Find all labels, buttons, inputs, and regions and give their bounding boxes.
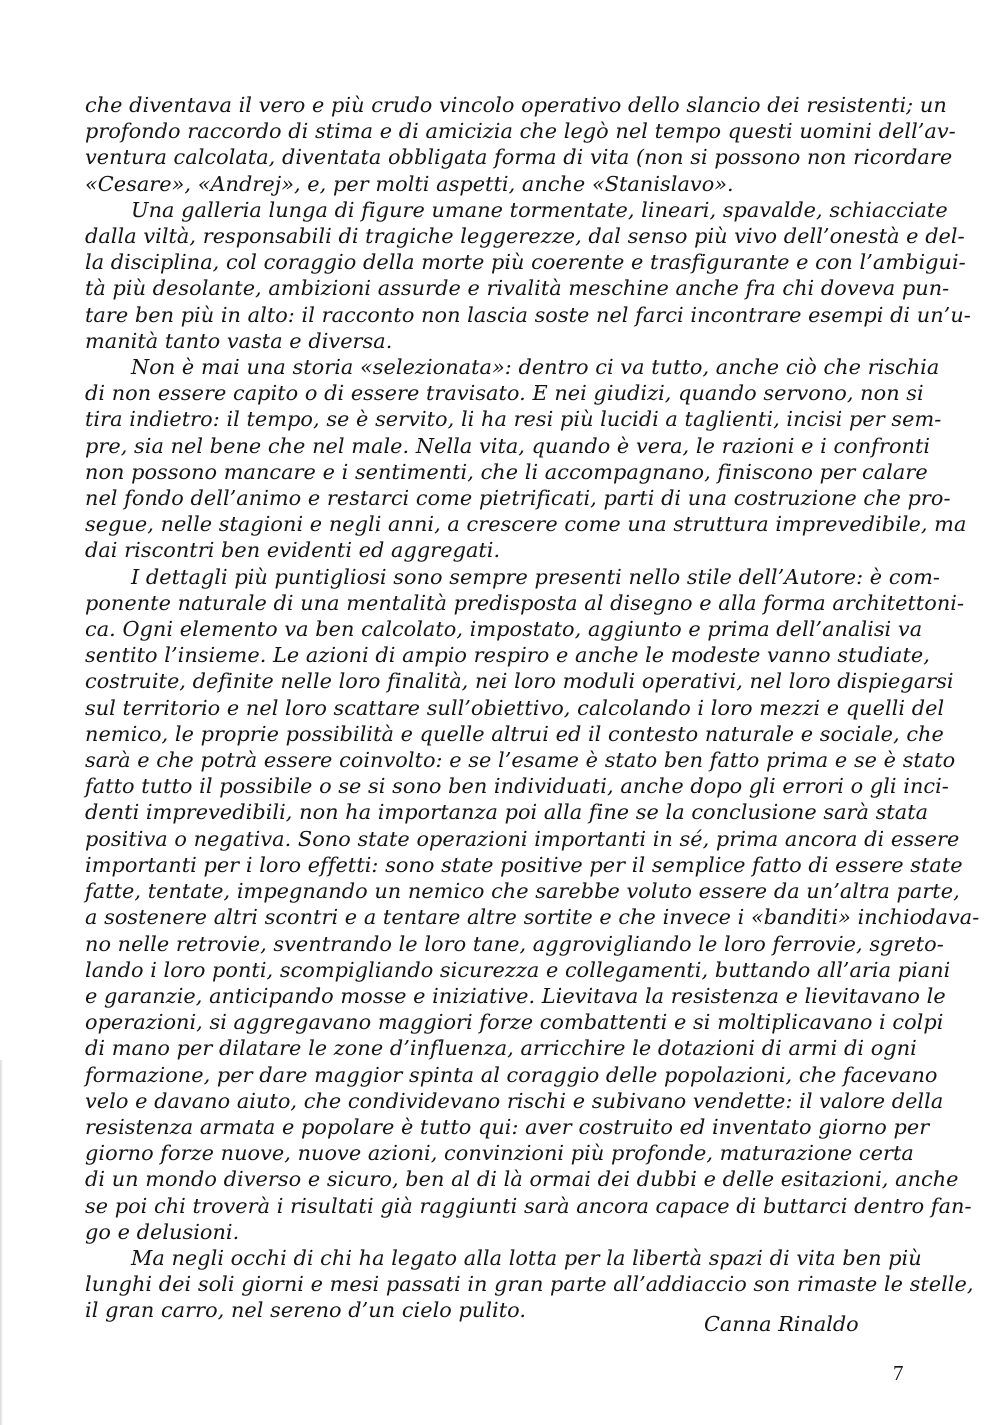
text-line: importanti per i loro effetti: sono state positive per il semplice fatto di essere state xyxy=(85,852,963,877)
text-line: sarà e che potrà essere coinvolto: e se l’esame è stato ben fatto prima e se è stato xyxy=(85,748,956,773)
text-line: il gran carro, nel sereno d’un cielo pulito. xyxy=(85,1298,527,1323)
text-line: Non è mai una storia «selezionata»: dentro ci va tutto, anche ciò che rischia xyxy=(131,355,940,380)
text-line: giorno forze nuove, nuove azioni, convinzioni più profonde, maturazione certa xyxy=(85,1141,914,1166)
text-line: tare ben più in alto: il racconto non lascia soste nel farci incontrare esempi di un’u- xyxy=(85,302,971,327)
scan-edge-shadow xyxy=(0,1060,3,1425)
paragraph xyxy=(85,92,956,197)
text-line: di un mondo diverso e sicuro, ben al di là ormai dei dubbi e delle esitazioni, anche xyxy=(85,1167,959,1192)
text-line: la disciplina, col coraggio della morte più coerente e trasfigurante e con l’ambigui- xyxy=(85,250,966,275)
text-line: «Cesare», «Andrej», e, per molti aspetti, anche «Stanislavo». xyxy=(85,171,734,196)
text-line: tà più desolante, ambizioni assurde e rivalità meschine anche fra chi doveva pun- xyxy=(85,276,950,301)
text-line: nemico, le proprie possibilità e quelle altrui ed il contesto naturale e sociale, che xyxy=(85,721,944,746)
text-line: dai riscontri ben evidenti ed aggregati. xyxy=(85,538,501,563)
page-number: 7 xyxy=(893,1361,904,1385)
text-line: nel fondo dell’animo e restarci come pietrificati, parti di una costruzione che pro- xyxy=(85,486,951,511)
paragraph xyxy=(85,354,967,564)
paragraph xyxy=(85,197,971,354)
text-line: ca. Ogni elemento va ben calcolato, impostato, aggiunto e prima dell’analisi va xyxy=(85,617,923,642)
text-line: Ma negli occhi di chi ha legato alla lotta per la libertà spazi di vita ben più xyxy=(131,1245,922,1270)
paragraph xyxy=(85,564,980,1245)
text-line: dalla viltà, responsabili di tragiche leggerezze, dal senso più vivo dell’onestà e del- xyxy=(85,224,965,249)
text-line: ventura calcolata, diventata obbligata forma di vita (non si possono non ricordare xyxy=(85,145,953,170)
text-line: denti imprevedibili, non ha importanza poi alla fine se la conclusione sarà stata xyxy=(85,800,929,825)
text-line: non possono mancare e i sentimenti, che li accompagnano, finiscono per calare xyxy=(85,459,928,484)
text-line: positiva o negativa. Sono state operazioni importanti in sé, prima ancora di essere xyxy=(85,826,960,851)
text-line: ponente naturale di una mentalità predisposta al disegno e alla forma architettoni- xyxy=(85,590,965,615)
text-line: a sostenere altri scontri e a tentare altre sortite e che invece i «banditi» inchiodava- xyxy=(85,905,980,930)
text-line: costruite, definite nelle loro finalità, nei loro moduli operativi, nel loro dispiegarsi xyxy=(85,669,954,694)
text-line: di mano per dilatare le zone d’influenza, arricchire le dotazioni di armi di ogni xyxy=(85,1036,917,1061)
text-line: che diventava il vero e più crudo vincolo operativo dello slancio dei resistenti; un xyxy=(85,93,947,117)
text-line: operazioni, si aggregavano maggiori forze combattenti e si moltiplicavano i colpi xyxy=(85,1010,944,1035)
text-line: tira indietro: il tempo, se è servito, li ha resi più lucidi a taglienti, incisi per sem- xyxy=(85,407,942,432)
text-line: segue, nelle stagioni e negli anni, a crescere come una struttura imprevedibile, ma xyxy=(85,512,967,537)
text-line: pre, sia nel bene che nel male. Nella vita, quando è vera, le razioni e i confronti xyxy=(85,433,931,458)
text-line: go e delusioni. xyxy=(85,1219,240,1244)
text-line: sul territorio e nel loro scattare sull’obiettivo, calcolando i loro mezzi e quelli del xyxy=(85,695,945,720)
author-signature: Canna Rinaldo xyxy=(704,1312,859,1336)
text-line: fatte, tentate, impegnando un nemico che sarebbe voluto essere da un’altra parte, xyxy=(85,879,960,904)
text-line: Una galleria lunga di figure umane tormentate, lineari, spavalde, schiacciate xyxy=(131,197,948,222)
text-line: se poi chi troverà i risultati già raggiunti sarà ancora capace di buttarci dentro fan- xyxy=(85,1193,972,1218)
text-line: formazione, per dare maggior spinta al coraggio delle popolazioni, che facevano xyxy=(85,1062,938,1087)
text-line: I dettagli più puntigliosi sono sempre presenti nello stile dell’Autore: è com- xyxy=(131,564,940,589)
text-line: sentito l’insieme. Le azioni di ampio respiro e anche le modeste vanno studiate, xyxy=(85,643,930,668)
text-line: lando i loro ponti, scompigliando sicurezza e collegamenti, buttando all’aria piani xyxy=(85,957,951,982)
text-line: fatto tutto il possibile o se si sono ben individuati, anche dopo gli errori o gli inci- xyxy=(85,774,949,799)
text-line: profondo raccordo di stima e di amicizia che legò nel tempo questi uomini dell’av- xyxy=(85,119,956,144)
text-line: e garanzie, anticipando mosse e iniziative. Lievitava la resistenza e lievitavano le xyxy=(85,983,946,1008)
text-line: velo e davano aiuto, che condividevano rischi e subivano vendette: il valore della xyxy=(85,1088,944,1113)
text-line: manità tanto vasta e diversa. xyxy=(85,328,393,353)
body-text xyxy=(85,92,980,1324)
text-line: lunghi dei soli giorni e mesi passati in gran parte all’addiaccio son rimaste le stelle, xyxy=(85,1272,974,1297)
text-line: no nelle retrovie, sventrando le loro tane, aggrovigliando le loro ferrovie, sgreto- xyxy=(85,931,944,956)
text-line: di non essere capito o di essere travisato. E nei giudizi, quando servono, non si xyxy=(85,381,924,406)
text-line: resistenza armata e popolare è tutto qui: aver costruito ed inventato giorno per xyxy=(85,1114,930,1139)
